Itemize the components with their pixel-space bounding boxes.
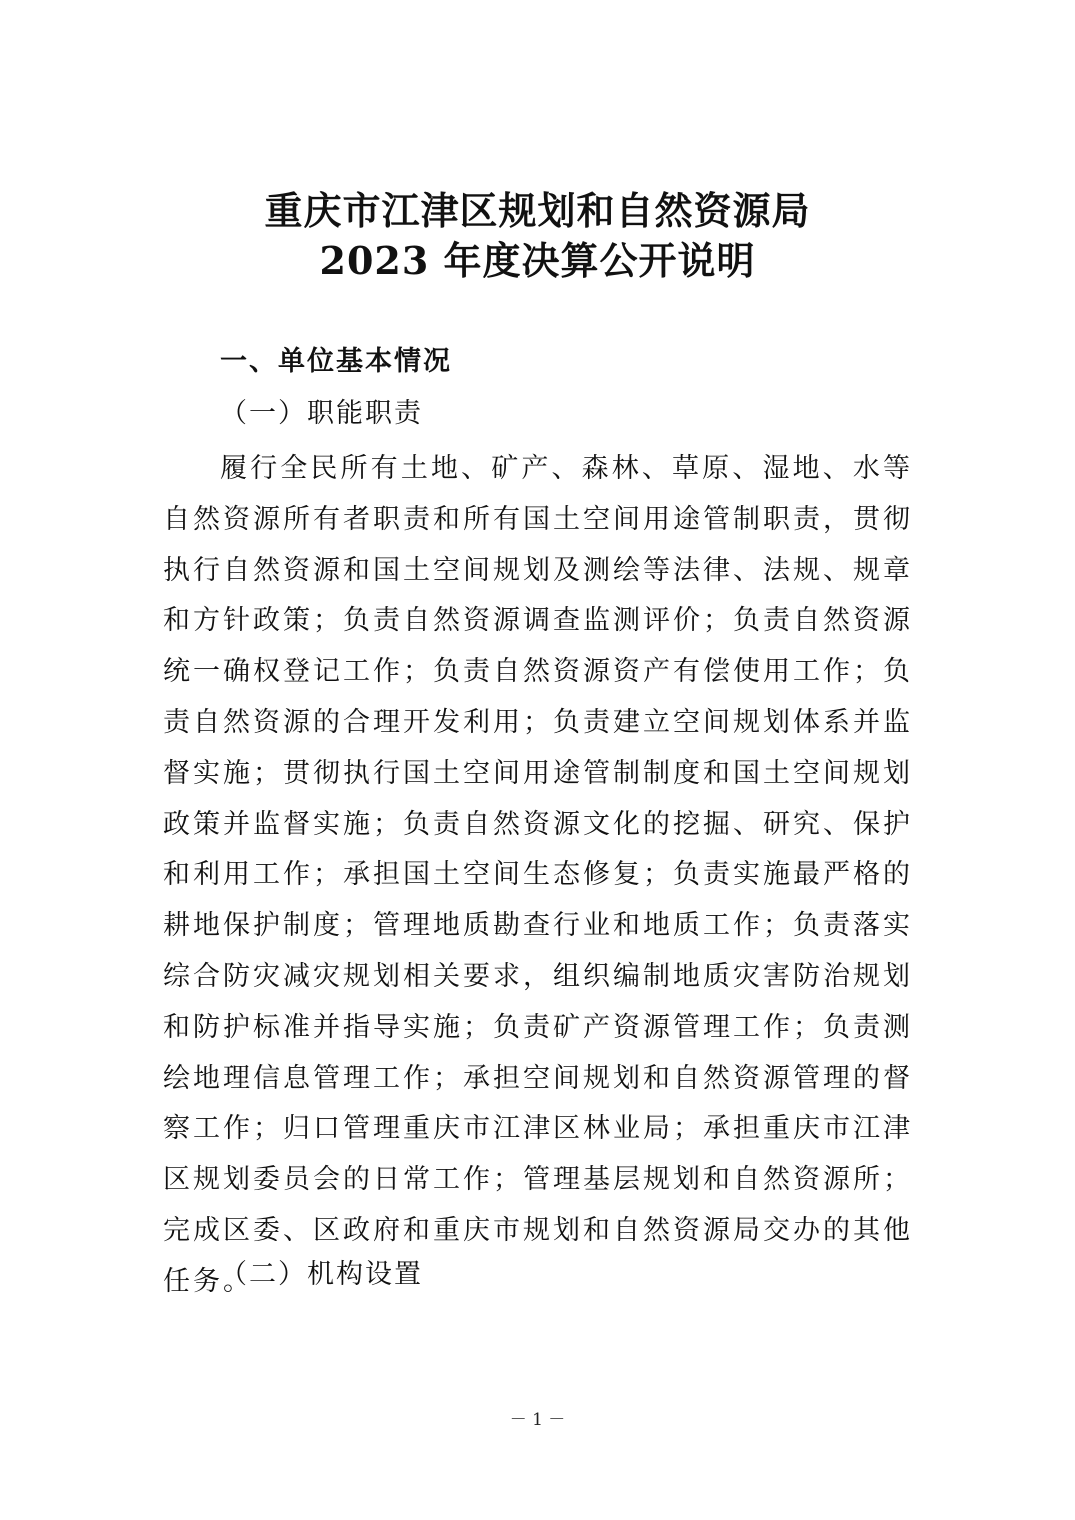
section-heading: 一、单位基本情况 [220, 346, 452, 377]
duties-paragraph: 履行全民所有土地、矿产、森林、草原、湿地、水等自然资源所有者职责和所有国土空间用途管制职责，贯彻执行自然资源和国土空间规划及测绘等法律、法规、规章和方针政策；负责自然资源调查监测评价；负责自然资源统一确权登记工作；负责自然资源资产有偿使用工作；负责自然资源的合理开发利用；负责建立空间规划体系并监督实施；贯彻执行国土空间用途管制制度和国土空间规划政策并监督实施；负责自然资源文化的挖掘、研究、保护和利用工作；承担国土空间生态修复；负责实施最严格的耕地保护制度；管理地质勘查行业和地质工作；负责落实综合防灾减灾规划相关要求，组织编制地质灾害防治规划和防护标准并指导实施；负责矿产资源管理工作；负责测绘地理信息管理工作；承担空间规划和自然资源管理的督察工作；归口管理重庆市江津区林业局；承担重庆市江津区规划委员会的日常工作；管理基层规划和自然资源所；完成区委、区政府和重庆市规划和自然资源局交办的其他任务。 [163, 453, 913, 1297]
document-title-line-2: 2023 年度决算公开说明 [319, 238, 756, 283]
document-title-line-1: 重庆市江津区规划和自然资源局 [264, 188, 811, 233]
page-number: － 1 － [509, 1410, 566, 1430]
subsection-heading-organization: （二）机构设置 [220, 1259, 423, 1290]
subsection-heading-duties: （一）职能职责 [220, 398, 423, 429]
